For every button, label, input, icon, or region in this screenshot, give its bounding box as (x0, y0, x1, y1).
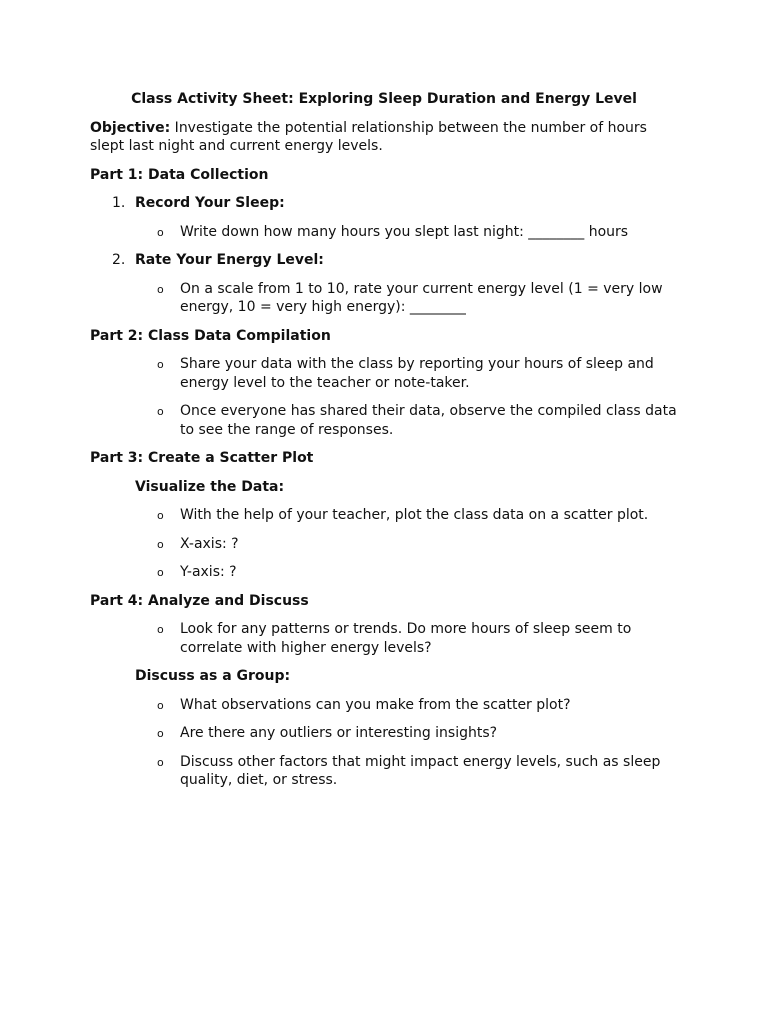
list-item (90, 563, 680, 582)
part2-heading: Part 2: Class Data Compilation (90, 327, 331, 344)
item-number: 1. (112, 195, 126, 211)
bullet-text: With the help of your teacher, plot the class data on a scatter plot. (180, 507, 649, 523)
bullet-icon: o (157, 405, 164, 418)
bullet-icon: o (157, 727, 164, 740)
bullet-icon: o (157, 358, 164, 371)
bullet-icon: o (157, 282, 164, 296)
bullet-text: Write down how many hours you slept last night: ________ hours (180, 223, 629, 240)
list-item (90, 620, 680, 657)
list-item (90, 535, 680, 554)
bullet-text: What observations can you make from the scatter plot? (180, 696, 571, 713)
bullet-icon: o (157, 698, 164, 712)
part4-heading: Part 4: Analyze and Discuss (90, 592, 309, 609)
document-page (90, 90, 680, 800)
bullet-text: Once everyone has shared their data, observe the compiled class data to see the range of responses. (180, 403, 677, 438)
item-label: Rate Your Energy Level: (135, 252, 324, 268)
bullet-text: Share your data with the class by reporting your hours of sleep and energy level to the teacher or note-taker. (180, 356, 654, 391)
bullet-icon: o (157, 623, 164, 636)
bullet-icon: o (157, 566, 164, 579)
list-item (90, 355, 680, 392)
bullet-text: X-axis: ? (180, 535, 239, 552)
list-item (90, 696, 680, 715)
bullet-text: Look for any patterns or trends. Do more hours of sleep seem to correlate with higher energy levels? (180, 621, 632, 656)
bullet-icon: o (157, 755, 164, 769)
list-item (90, 506, 680, 525)
part1-heading: Part 1: Data Collection (90, 166, 269, 183)
objective-text: Investigate the potential relationship between the number of hours slept last night and current energy levels. (90, 119, 647, 154)
objective-label: Objective: (90, 119, 171, 136)
objective-paragraph (90, 119, 680, 156)
bullet-text: Y-axis: ? (180, 564, 237, 580)
bullet-text: Are there any outliers or interesting insights? (180, 725, 498, 741)
document-title: Class Activity Sheet: Exploring Sleep Duration and Energy Level (131, 91, 637, 107)
part3-heading: Part 3: Create a Scatter Plot (90, 450, 314, 466)
list-item (90, 402, 680, 439)
list-item (90, 223, 680, 242)
item-number: 2. (112, 252, 126, 268)
part4-subheading: Discuss as a Group: (135, 668, 291, 684)
numbered-item-1 (90, 194, 680, 213)
bullet-text: On a scale from 1 to 10, rate your current energy level (1 = very low energy, 10 = very high energy): ________ (180, 280, 663, 315)
bullet-icon: o (157, 225, 164, 239)
bullet-icon: o (157, 537, 164, 551)
item-label: Record Your Sleep: (135, 195, 285, 211)
list-item (90, 280, 680, 317)
numbered-item-2 (90, 251, 680, 270)
list-item (90, 724, 680, 743)
bullet-icon: o (157, 509, 164, 522)
bullet-text: Discuss other factors that might impact energy levels, such as sleep quality, diet, or stress. (180, 753, 661, 788)
part3-subheading: Visualize the Data: (135, 478, 285, 495)
list-item (90, 753, 680, 790)
